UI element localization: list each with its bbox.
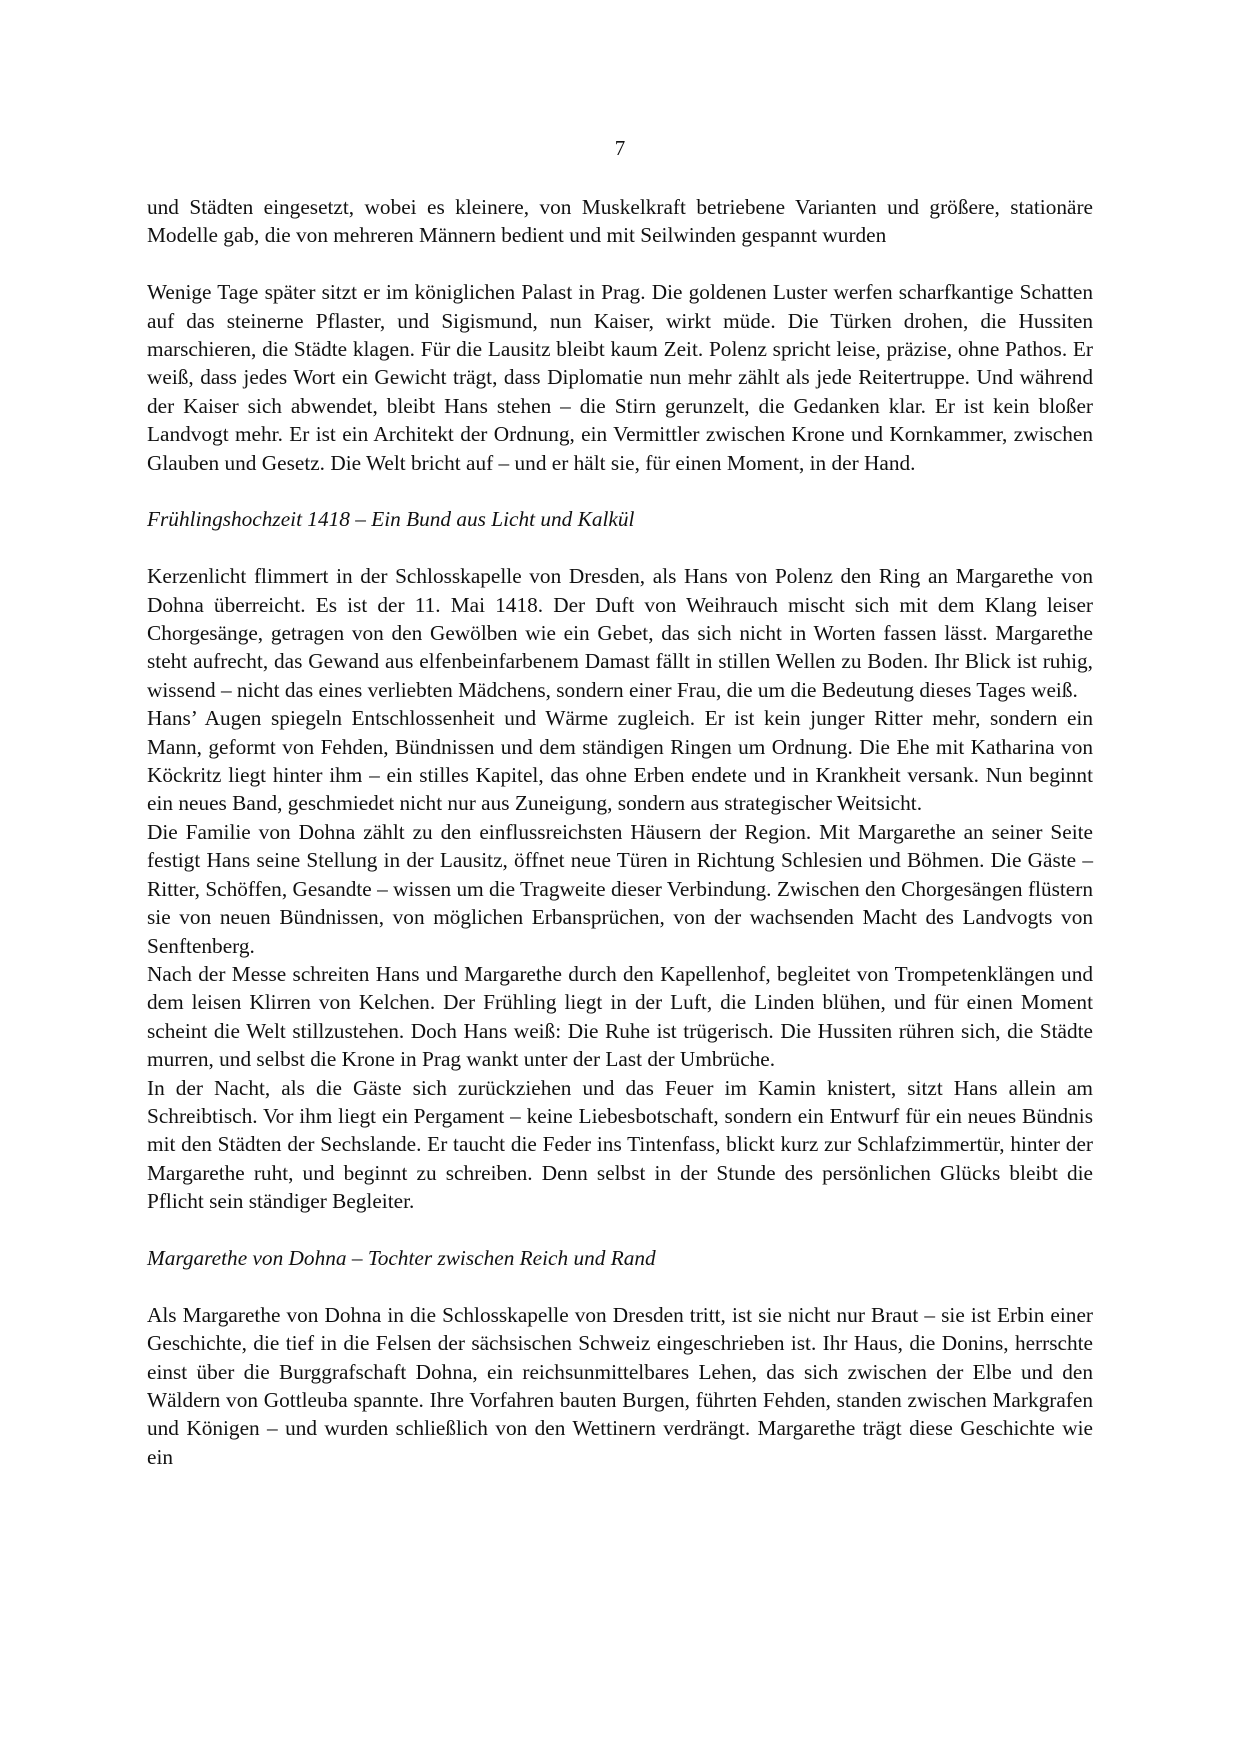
paragraph-prague-palace: Wenige Tage später sitzt er im königlichen Palast in Prag. Die goldenen Luster werfen scharfkantige Schatten auf das steinerne Pflaster, und Sigismund, nun Kaiser, wirkt müde. Die Türken drohen, die Hussiten marschieren, die Städte klagen. Für die Lausitz bleibt kaum Zeit. Polenz spricht leise, präzise, ohne Pathos. Er weiß, dass jedes Wort ein Gewicht trägt, dass Diplomatie nun mehr zählt als jede Reitertruppe. Und während der Kaiser sich abwendet, bleibt Hans stehen – die Stirn gerunzelt, die Gedanken klar. Er ist kein bloßer Landvogt mehr. Er ist ein Architekt der Ordnung, ein Vermittler zwischen Krone und Kornkammer, zwischen Glauben und Gesetz. Die Welt bricht auf – und er hält sie, für einen Moment, in der Hand.: [147, 280, 1093, 475]
paragraph-gap: [147, 477, 1093, 505]
paragraph-night-desk: In der Nacht, als die Gäste sich zurückziehen und das Feuer im Kamin knistert, sitzt Hans allein am Schreibtisch. Vor ihm liegt ein Pergament – keine Liebesbotschaft, sondern ein Entwurf für ein neues Bündnis mit den Städten der Sechslande. Er taucht die Feder ins Tintenfass, blickt kurz zur Schlafzimmertür, hinter der Margarethe ruht, und beginnt zu schreiben. Denn selbst in der Stunde des persönlichen Glücks bleibt die Pflicht sein ständiger Begleiter.: [147, 1075, 1093, 1214]
paragraph-gap: [147, 1272, 1093, 1300]
paragraph-gap: [147, 534, 1093, 562]
paragraph-gap: [147, 250, 1093, 278]
section-heading-spring-wedding: Frühlingshochzeit 1418 – Ein Bund aus Licht und Kalkül: [147, 507, 635, 532]
paragraph-dohna-family: Die Familie von Dohna zählt zu den einflussreichsten Häusern der Region. Mit Margarethe an seiner Seite festigt Hans seine Stellung in der Lausitz, öffnet neue Türen in Richtung Schlesien und Böhmen. Die Gäste – Ritter, Schöffen, Gesandte – wissen um die Tragweite dieser Verbindung. Zwischen den Chorgesängen flüstern sie von neuen Bündnissen, von möglichen Erbansprüchen, von der wachsenden Macht des Landvogts von Senftenberg.: [147, 819, 1093, 958]
paragraph-hans-eyes: Hans’ Augen spiegeln Entschlossenheit und Wärme zugleich. Er ist kein junger Ritter mehr, sondern ein Mann, geformt von Fehden, Bündnissen und dem ständigen Ringen um Ordnung. Die Ehe mit Katharina von Köckritz liegt hinter ihm – ein stilles Kapitel, das ohne Erben endete und in Krankheit versank. Nun beginnt ein neues Band, geschmiedet nicht nur aus Zuneigung, sondern aus strategischer Weitsicht.: [147, 706, 1093, 816]
page-number: 7: [614, 136, 626, 160]
paragraph-wedding-ceremony: Kerzenlicht flimmert in der Schlosskapelle von Dresden, als Hans von Polenz den Ring an Margarethe von Dohna überreicht. Es ist der 11. Mai 1418. Der Duft von Weihrauch mischt sich mit dem Klang leiser Chorgesänge, getragen von den Gewölben wie ein Gebet, das sich nicht in Worten fassen lässt. Margarethe steht aufrecht, das Gewand aus elfenbeinfarbenem Damast fällt in stillen Wellen zu Boden. Ihr Blick ist ruhig, wissend – nicht das eines verliebten Mädchens, sondern einer Frau, die um die Bedeutung dieses Tages weiß.: [147, 564, 1093, 702]
paragraph-after-mass: Nach der Messe schreiten Hans und Margarethe durch den Kapellenhof, begleitet von Trompetenklängen und dem leisen Klirren von Kelchen. Der Frühling liegt in der Luft, die Linden blühen, und für einen Moment scheint die Welt stillzustehen. Doch Hans weiß: Die Ruhe ist trügerisch. Die Hussiten rühren sich, die Städte murren, und selbst die Krone in Prag wankt unter der Last der Umbrüche.: [147, 961, 1093, 1072]
page-content: [147, 193, 1093, 1471]
paragraph-margarethe-heritage: Als Margarethe von Dohna in die Schlosskapelle von Dresden tritt, ist sie nicht nur Braut – sie ist Erbin einer Geschichte, die tief in die Felsen der sächsischen Schweiz eingeschrieben ist. Ihr Haus, die Donins, herrschte einst über die Burggrafschaft Dohna, ein reichsunmittelbares Lehen, das sich zwischen der Elbe und den Wäldern von Gottleuba spannte. Ihre Vorfahren bauten Burgen, führten Fehden, standen zwischen Markgrafen und Königen – und wurden schließlich von den Wettinern verdrängt. Margarethe trägt diese Geschichte wie ein: [147, 1302, 1093, 1469]
paragraph-gap: [147, 1216, 1093, 1244]
section-heading-margarethe: Margarethe von Dohna – Tochter zwischen Reich und Rand: [147, 1245, 656, 1270]
paragraph-catapult-continuation: und Städten eingesetzt, wobei es kleinere, von Muskelkraft betriebene Varianten und größere, stationäre Modelle gab, die von mehreren Männern bedient und mit Seilwinden gespannt wurden: [147, 195, 1093, 248]
